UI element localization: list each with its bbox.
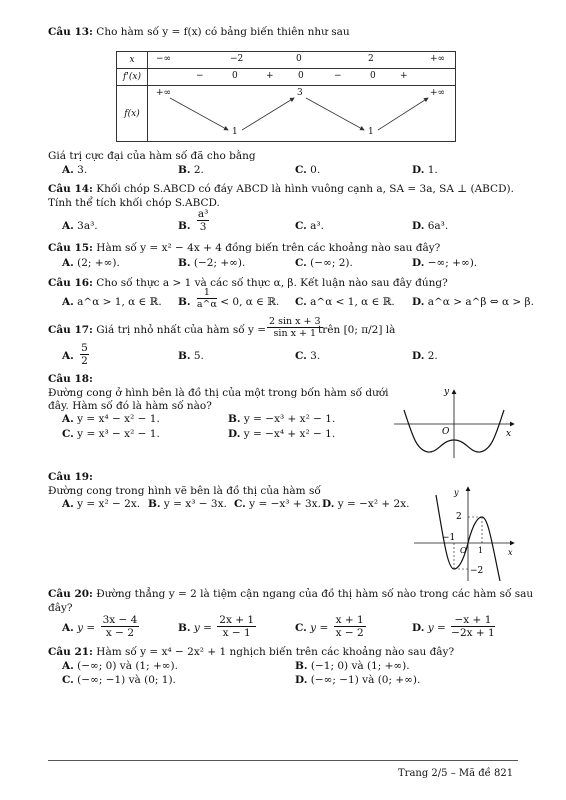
q19-origin-label: O bbox=[460, 546, 467, 555]
q15-stem-line bbox=[48, 242, 440, 254]
vt-arrow-down-1 bbox=[170, 98, 228, 130]
vt-d-5: 0 bbox=[370, 71, 376, 81]
q13-option-a[interactable]: A. 3. bbox=[62, 164, 88, 176]
footer-divider bbox=[48, 760, 518, 761]
q18-x-label: x bbox=[506, 429, 512, 439]
q17-stem-pre: Giá trị nhỏ nhất của hàm số y = bbox=[96, 324, 267, 336]
q18-stem-1: Đường cong ở hình bên là đồ thị của một trong bốn hàm số dưới bbox=[48, 387, 389, 399]
q21-option-b[interactable]: B. (−1; 0) và (1; +∞). bbox=[295, 660, 410, 672]
q16-option-c[interactable]: C. a^α < 1, α ∈ ℝ. bbox=[295, 296, 395, 308]
q13-option-d[interactable]: D. 1. bbox=[412, 164, 438, 176]
q17-fraction: 2 sin x + 3 sin x + 1 bbox=[269, 316, 321, 339]
q21-label: Câu 21: bbox=[48, 646, 93, 658]
q16-option-d[interactable]: D. a^α > a^β ⇔ α > β. bbox=[412, 296, 534, 308]
q16-label: Câu 16: bbox=[48, 277, 93, 289]
q19-tick-neg1: −1 bbox=[442, 533, 456, 543]
q15-option-b[interactable]: B. (−2; +∞). bbox=[178, 257, 246, 269]
variation-table bbox=[116, 51, 456, 142]
q15-option-d[interactable]: D. −∞; +∞). bbox=[412, 257, 478, 269]
q17-stem-line bbox=[48, 324, 266, 336]
q18-option-b[interactable]: B. y = −x³ + x² − 1. bbox=[228, 413, 336, 425]
q13-stem-line bbox=[48, 26, 350, 38]
q20-stem-1: Đường thẳng y = 2 là tiệm cận ngang của đồ thị hàm số nào trong các hàm số sau bbox=[96, 588, 534, 600]
q14-option-b[interactable]: B. $\frac{\text{a³}}{3}$ bbox=[178, 208, 209, 233]
q18-label: Câu 18: bbox=[48, 373, 93, 385]
q13-option-c[interactable]: C. 0. bbox=[295, 164, 321, 176]
q18-stem-2: đây. Hàm số đó là hàm số nào? bbox=[48, 400, 212, 412]
q20-stem-2: đây? bbox=[48, 602, 73, 614]
q21-stem-line bbox=[48, 646, 454, 658]
q19-option-c[interactable]: C. y = −x³ + 3x. bbox=[234, 498, 321, 510]
vt-deriv-row bbox=[148, 69, 456, 86]
q20-label: Câu 20: bbox=[48, 588, 93, 600]
page-footer: Trang 2/5 – Mã đề 821 bbox=[398, 768, 514, 779]
q20-option-b[interactable]: B. y = $\frac{2x + 1}{x - 1}$ bbox=[178, 614, 255, 639]
vt-d-4: − bbox=[334, 71, 342, 81]
q21-option-a[interactable]: A. (−∞; 0) và (1; +∞). bbox=[62, 660, 178, 672]
q18-option-d[interactable]: D. y = −x⁴ + x² − 1. bbox=[228, 428, 336, 440]
vt-d-1: 0 bbox=[232, 71, 238, 81]
q17-interval: [0; π/2] bbox=[343, 324, 383, 336]
q21-option-d[interactable]: D. (−∞; −1) và (0; +∞). bbox=[295, 674, 421, 686]
q15-option-a[interactable]: A. (2; +∞). bbox=[62, 257, 120, 269]
q19-option-a[interactable]: A. y = x² − 2x. bbox=[62, 498, 141, 510]
q14-option-c[interactable]: C. a³. bbox=[295, 220, 324, 232]
vt-f-4: 1 bbox=[368, 127, 374, 137]
vt-x-0: −∞ bbox=[156, 54, 172, 64]
q18-y-label: y bbox=[444, 387, 450, 397]
q20-option-a[interactable]: A. y = $\frac{3x - 4}{x - 2}$ bbox=[62, 614, 138, 639]
q18-graph bbox=[390, 382, 520, 460]
vt-d-6: + bbox=[400, 71, 408, 81]
q17-option-c[interactable]: C. 3. bbox=[295, 350, 321, 362]
vt-x-2: 0 bbox=[296, 54, 302, 64]
q14-stem-1: Khối chóp S.ABCD có đáy ABCD là hình vuông cạnh a, SA = 3a, SA ⊥ (ABCD). bbox=[96, 183, 514, 195]
q18-origin-label: O bbox=[442, 427, 450, 437]
q14-stem-line bbox=[48, 183, 514, 195]
vt-f-3: 1 bbox=[232, 127, 238, 137]
vt-f-row bbox=[148, 86, 456, 142]
q20-option-c[interactable]: C. y = $\frac{x + 1}{x - 2}$ bbox=[295, 614, 364, 639]
vt-d-0: − bbox=[196, 71, 204, 81]
q15-label: Câu 15: bbox=[48, 242, 93, 254]
vt-d-3: 0 bbox=[298, 71, 304, 81]
q14-stem-2: Tính thể tích khối chóp S.ABCD. bbox=[48, 197, 220, 209]
vt-arrow-down-2 bbox=[306, 98, 364, 130]
vt-arrows bbox=[148, 86, 456, 142]
q17-stem-mid: trên [0; π/2] là bbox=[318, 324, 396, 336]
q17-label: Câu 17: bbox=[48, 324, 93, 336]
q19-tick-neg2: −2 bbox=[470, 566, 484, 576]
vt-x-row bbox=[148, 52, 456, 69]
q13-option-b[interactable]: B. 2. bbox=[178, 164, 204, 176]
q17-option-d[interactable]: D. 2. bbox=[412, 350, 438, 362]
vt-f-0: +∞ bbox=[156, 88, 172, 98]
q20-option-d[interactable]: D. y = $\frac{-x + 1}{-2x + 1}$ bbox=[412, 614, 495, 639]
vt-f-label: f(x) bbox=[117, 86, 148, 142]
q16-stem: Cho số thực a > 1 và các số thực α, β. Kết luận nào sau đây đúng? bbox=[96, 277, 448, 289]
q18-option-c[interactable]: C. y = x³ − x² − 1. bbox=[62, 428, 160, 440]
q13-question: Giá trị cực đại của hàm số đã cho bằng bbox=[48, 150, 256, 162]
q14-label: Câu 14: bbox=[48, 183, 93, 195]
q13-label: Câu 13: bbox=[48, 26, 93, 38]
q19-tick-2: 2 bbox=[456, 512, 462, 522]
q19-x-label: x bbox=[508, 548, 513, 557]
vt-x-label: x bbox=[117, 52, 148, 69]
q14-option-d[interactable]: D. 6a³. bbox=[412, 220, 449, 232]
q21-option-c[interactable]: C. (−∞; −1) và (0; 1). bbox=[62, 674, 176, 686]
q19-option-b[interactable]: B. y = x³ − 3x. bbox=[148, 498, 227, 510]
q19-graph bbox=[408, 483, 518, 583]
q19-stem: Đường cong trong hình vẽ bên là đồ thị của hàm số bbox=[48, 485, 321, 497]
q15-stem: Hàm số y = x² − 4x + 4 đồng biến trên các khoảng nào sau đây? bbox=[96, 242, 441, 254]
vt-x-1: −2 bbox=[230, 54, 244, 64]
q18-option-a[interactable]: A. y = x⁴ − x² − 1. bbox=[62, 413, 160, 425]
q19-label: Câu 19: bbox=[48, 471, 93, 483]
vt-d-2: + bbox=[266, 71, 274, 81]
vt-x-4: +∞ bbox=[430, 54, 446, 64]
vt-arrow-up-1 bbox=[242, 98, 294, 130]
q14-option-a[interactable]: A. 3a³. bbox=[62, 220, 98, 232]
q16-option-a[interactable]: A. a^α > 1, α ∈ ℝ. bbox=[62, 296, 162, 308]
q15-option-c[interactable]: C. (−∞; 2). bbox=[295, 257, 353, 269]
vt-x-3: 2 bbox=[368, 54, 374, 64]
q19-y-label: y bbox=[454, 488, 459, 497]
vt-arrow-up-2 bbox=[378, 98, 428, 130]
q17-option-b[interactable]: B. 5. bbox=[178, 350, 204, 362]
q17-option-a[interactable]: A. $\frac{5}{2}$ bbox=[62, 342, 88, 367]
q19-option-d[interactable]: D. y = −x² + 2x. bbox=[322, 498, 410, 510]
q16-option-b[interactable]: B. $\frac{1}{a\^{}\alpha}$ < 0, α ∈ ℝ. bbox=[178, 287, 280, 310]
q20-stem-line bbox=[48, 588, 533, 600]
vt-f-2: +∞ bbox=[430, 88, 446, 98]
vt-deriv-label: f'(x) bbox=[117, 69, 148, 86]
vt-f-1: 3 bbox=[297, 88, 303, 98]
q21-stem: Hàm số y = x⁴ − 2x² + 1 nghịch biến trên các khoảng nào sau đây? bbox=[96, 646, 455, 658]
q13-stem: Cho hàm số y = f(x) có bảng biến thiên như sau bbox=[96, 26, 350, 38]
q19-tick-1: 1 bbox=[478, 546, 484, 555]
